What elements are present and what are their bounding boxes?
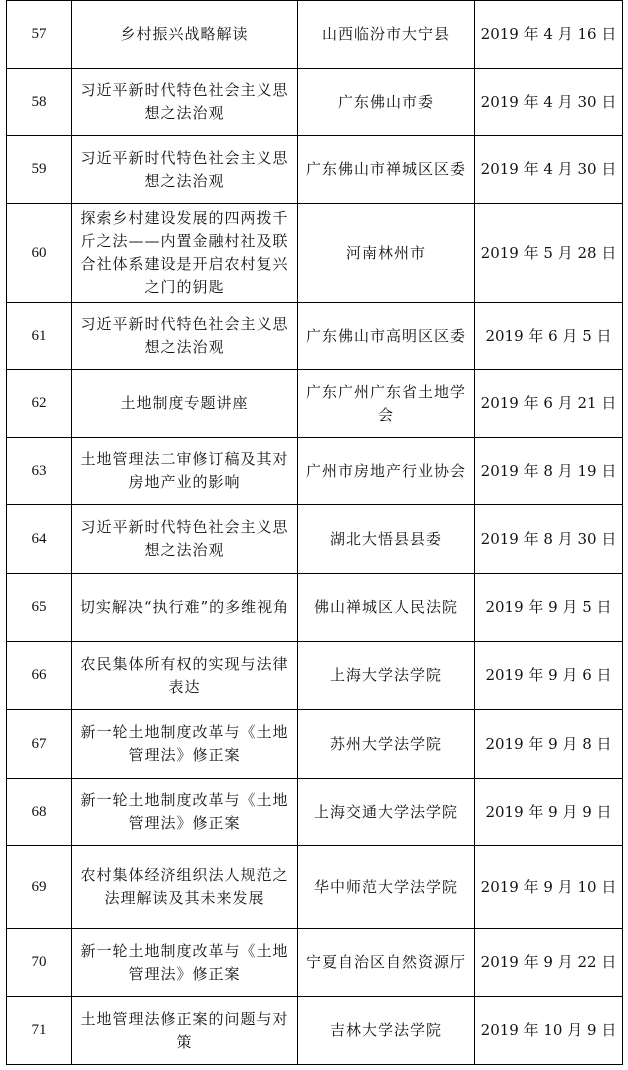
- row-number: 65: [7, 574, 72, 642]
- lecture-date: 2019 年 10 月 9 日: [475, 997, 623, 1065]
- lecture-date: 2019 年 8 月 30 日: [475, 505, 623, 574]
- lecture-date: 2019 年 9 月 8 日: [475, 710, 623, 779]
- table-row: [7, 505, 623, 574]
- lecture-title: 农民集体所有权的实现与法律表达: [72, 642, 298, 710]
- table-row: [7, 303, 623, 370]
- lecture-table: [6, 0, 623, 1065]
- row-number: 67: [7, 710, 72, 779]
- row-number: 68: [7, 779, 72, 846]
- lecture-title: 切实解决“执行难”的多维视角: [72, 574, 298, 642]
- host-organization: 河南林州市: [298, 204, 475, 303]
- table-row: [7, 136, 623, 204]
- host-organization: 苏州大学法学院: [298, 710, 475, 779]
- lecture-title: 习近平新时代特色社会主义思想之法治观: [72, 136, 298, 204]
- row-number: 60: [7, 204, 72, 303]
- lecture-title: 探索乡村建设发展的四两拨千斤之法——内置金融村社及联合社体系建设是开启农村复兴之门的钥匙: [72, 204, 298, 303]
- lecture-date: 2019 年 5 月 28 日: [475, 204, 623, 303]
- table-row: [7, 69, 623, 136]
- lecture-title: 土地管理法二审修订稿及其对房地产业的影响: [72, 438, 298, 505]
- row-number: 66: [7, 642, 72, 710]
- host-organization: 宁夏自治区自然资源厅: [298, 929, 475, 997]
- host-organization: 山西临汾市大宁县: [298, 1, 475, 69]
- host-organization: 上海大学法学院: [298, 642, 475, 710]
- table-row: [7, 642, 623, 710]
- lecture-title: 土地管理法修正案的问题与对策: [72, 997, 298, 1065]
- table-row: [7, 710, 623, 779]
- lecture-date: 2019 年 8 月 19 日: [475, 438, 623, 505]
- host-organization: 广东佛山市委: [298, 69, 475, 136]
- row-number: 64: [7, 505, 72, 574]
- row-number: 62: [7, 370, 72, 438]
- table-row: [7, 997, 623, 1065]
- host-organization: 广东广州广东省土地学会: [298, 370, 475, 438]
- table-row: [7, 846, 623, 929]
- row-number: 63: [7, 438, 72, 505]
- lecture-date: 2019 年 9 月 22 日: [475, 929, 623, 997]
- table-row: [7, 438, 623, 505]
- lecture-title: 新一轮土地制度改革与《土地管理法》修正案: [72, 779, 298, 846]
- host-organization: 华中师范大学法学院: [298, 846, 475, 929]
- lecture-date: 2019 年 9 月 9 日: [475, 779, 623, 846]
- lecture-title: 新一轮土地制度改革与《土地管理法》修正案: [72, 710, 298, 779]
- host-organization: 广州市房地产行业协会: [298, 438, 475, 505]
- row-number: 61: [7, 303, 72, 370]
- row-number: 70: [7, 929, 72, 997]
- row-number: 58: [7, 69, 72, 136]
- lecture-date: 2019 年 9 月 6 日: [475, 642, 623, 710]
- lecture-date: 2019 年 6 月 5 日: [475, 303, 623, 370]
- host-organization: 广东佛山市高明区区委: [298, 303, 475, 370]
- lecture-date: 2019 年 6 月 21 日: [475, 370, 623, 438]
- lecture-title: 习近平新时代特色社会主义思想之法治观: [72, 505, 298, 574]
- lecture-date: 2019 年 4 月 16 日: [475, 1, 623, 69]
- lecture-title: 新一轮土地制度改革与《土地管理法》修正案: [72, 929, 298, 997]
- lecture-date: 2019 年 4 月 30 日: [475, 136, 623, 204]
- host-organization: 湖北大悟县县委: [298, 505, 475, 574]
- row-number: 69: [7, 846, 72, 929]
- lecture-title: 土地制度专题讲座: [72, 370, 298, 438]
- lecture-date: 2019 年 9 月 5 日: [475, 574, 623, 642]
- table-row: [7, 929, 623, 997]
- table-row: [7, 370, 623, 438]
- table-row: [7, 204, 623, 303]
- host-organization: 吉林大学法学院: [298, 997, 475, 1065]
- row-number: 71: [7, 997, 72, 1065]
- lecture-title: 习近平新时代特色社会主义思想之法治观: [72, 303, 298, 370]
- table-row: [7, 1, 623, 69]
- row-number: 57: [7, 1, 72, 69]
- table-row: [7, 779, 623, 846]
- lecture-title: 习近平新时代特色社会主义思想之法治观: [72, 69, 298, 136]
- lecture-table-body: [7, 1, 623, 1065]
- lecture-title: 农村集体经济组织法人规范之法理解读及其未来发展: [72, 846, 298, 929]
- row-number: 59: [7, 136, 72, 204]
- lecture-date: 2019 年 4 月 30 日: [475, 69, 623, 136]
- lecture-title: 乡村振兴战略解读: [72, 1, 298, 69]
- lecture-date: 2019 年 9 月 10 日: [475, 846, 623, 929]
- host-organization: 上海交通大学法学院: [298, 779, 475, 846]
- host-organization: 佛山禅城区人民法院: [298, 574, 475, 642]
- table-row: [7, 574, 623, 642]
- host-organization: 广东佛山市禅城区区委: [298, 136, 475, 204]
